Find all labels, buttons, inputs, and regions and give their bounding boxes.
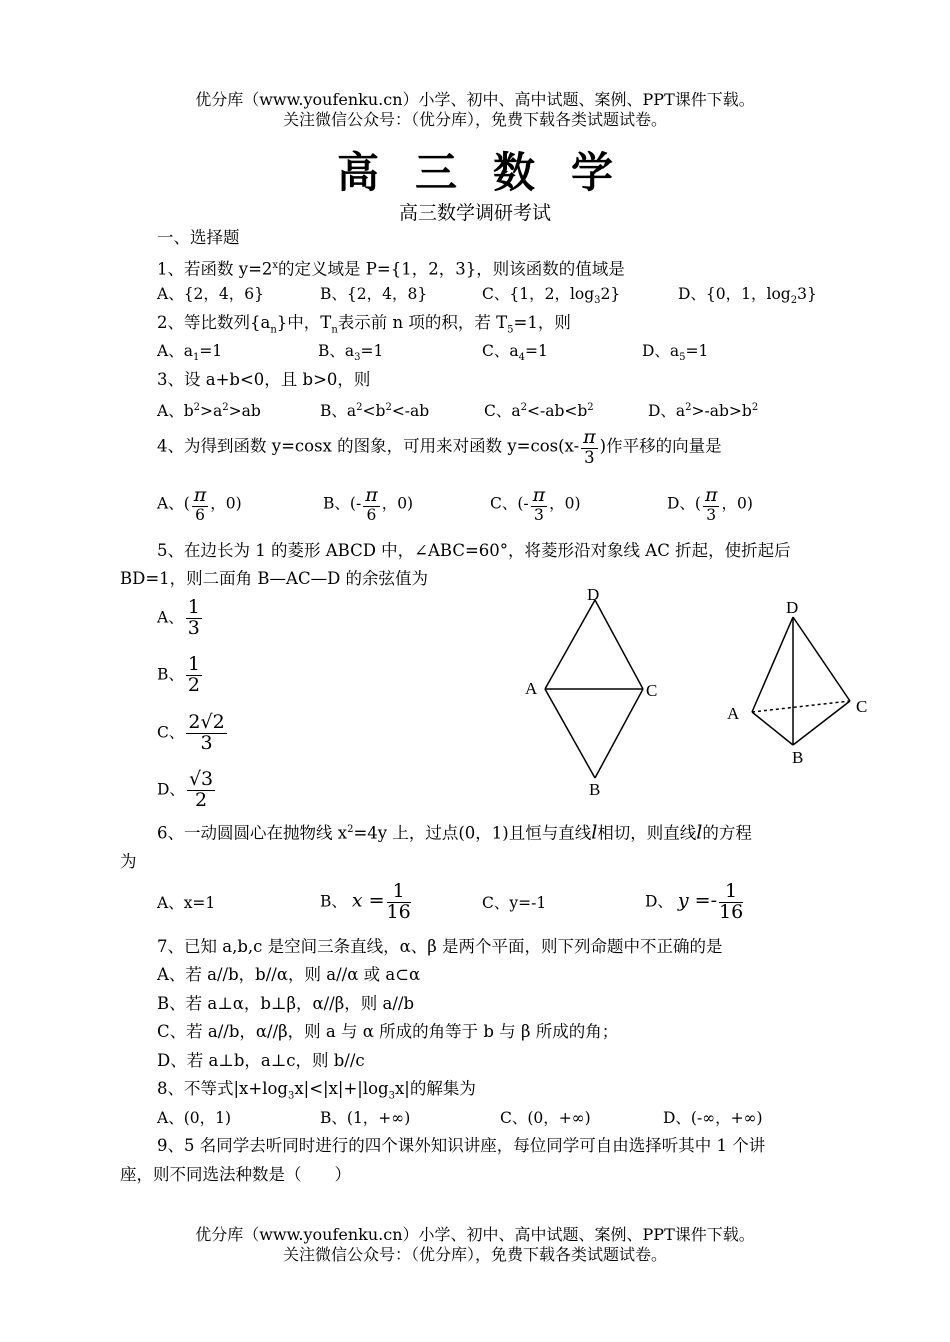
q2-option-d: D、$a_5=1$ (642, 342, 709, 364)
question-1-stem: 1、若函数 $y=2^x$的定义域是 P={1，2，3}，则该函数的值域是 (157, 259, 625, 279)
tetra-edge-ad (752, 617, 793, 712)
tetra-label-d: D (786, 598, 799, 617)
q8-option-d: D、(-∞，+∞) (663, 1109, 763, 1127)
tetra-edge-ab (752, 712, 793, 745)
rhombus-label-b: B (589, 780, 601, 799)
page-title: 高三数学 (336, 148, 649, 197)
q4-option-d: D、( $\frac{\pi}{3}$ ，0) (667, 484, 753, 524)
q1-option-d: D、{0，1，$\log_23$} (678, 285, 817, 307)
q3-option-c: C、$a^2<-ab<b^2$ (484, 402, 594, 421)
section-heading: 一、选择题 (157, 228, 240, 247)
question-2-stem: 2、等比数列$\{a_n\}$中，$T_n$表示前 n 项的积，若 $T_5=1$，则 (157, 313, 571, 336)
q2-option-b: B、$a_3=1$ (318, 342, 384, 364)
q1-option-b: B、{2，4，8} (320, 285, 428, 303)
rhombus-figure (515, 580, 675, 800)
rhombus-edge-ad (545, 600, 595, 689)
question-9-line-1: 9、5 名同学去听同时进行的四个课外知识讲座，每位同学可自由选择听其中 1 个讲 (157, 1136, 766, 1155)
q8-option-b: B、(1，+∞) (320, 1109, 411, 1127)
q1-option-c: C、{1，2，$\log_32$} (482, 285, 621, 307)
tetra-edge-bc (793, 701, 850, 745)
header-line-2: 关注微信公众号：（优分库），免费下载各类试题试卷。 (282, 110, 667, 129)
q6-option-b: B、 x = $\frac{1}{16}$ (320, 880, 411, 923)
question-5-line-1: 5、在边长为 1 的菱形 ABCD 中，∠ABC=60°，将菱形沿对象线 AC 折起，使折起后 (157, 541, 791, 560)
question-5-line-2: BD=1，则二面角 B—AC—D 的余弦值为 (120, 569, 429, 588)
q6-option-d: D、 y =- $\frac{1}{16}$ (645, 880, 744, 923)
q2-option-c: C、$a_4=1$ (482, 342, 548, 364)
q3-option-a: A、$b^2>a^2>ab$ (157, 402, 261, 421)
q8-option-c: C、(0，+∞) (500, 1109, 591, 1127)
q7-option-c: C、若 a//b，α//β，则 a 与 α 所成的角等于 b 与 β 所成的角； (157, 1022, 619, 1041)
q6-option-c: C、y=-1 (482, 894, 547, 912)
header-line-1: 优分库（www.youfenku.cn）小学、初中、高中试题、案例、PPT课件下载。 (195, 90, 755, 109)
q4-option-b: B、(- $\frac{\pi}{6}$ ，0) (323, 484, 414, 524)
question-6-line-1: 6、一动圆圆心在抛物线 $x^2=4y$ 上，过点(0，1)且恒与直线l相切，则直线l的方程 (157, 821, 752, 844)
q6-option-a: A、x=1 (157, 894, 216, 912)
q2-option-a: A、$a_1=1$ (157, 342, 223, 364)
q8-option-a: A、(0，1) (157, 1109, 232, 1127)
tetra-label-c: C (856, 697, 868, 716)
q3-option-d: D、$a^2>-ab>b^2$ (648, 402, 759, 421)
rhombus-label-d: D (587, 585, 600, 604)
tetra-label-b: B (792, 748, 804, 767)
question-8-stem: 8、不等式$|x+\log_3x|<|x|+|\log_3x|$的解集为 (157, 1079, 476, 1102)
q5-option-c: C、 $\frac{2√2}{3}$ (157, 711, 225, 754)
question-3-stem: 3、设 a+b<0，且 b>0，则 (157, 370, 371, 389)
rhombus-label-a: A (525, 679, 538, 698)
rhombus-edge-bc (595, 689, 643, 778)
tetrahedron-figure (720, 595, 880, 770)
q3-option-b: B、$a^2<b^2<-ab$ (320, 402, 430, 421)
q7-option-d: D、若 a⊥b，a⊥c，则 b//c (157, 1051, 365, 1070)
q5-option-b: B、 $\frac{1}{2}$ (157, 653, 200, 696)
q4-option-c: C、(- $\frac{\pi}{3}$ ，0) (490, 484, 581, 524)
q7-option-a: A、若 a//b，b//α，则 a//α 或 a⊂α (157, 965, 421, 984)
q7-option-b: B、若 a⊥α，b⊥β，α//β，则 a//b (157, 994, 415, 1013)
q5-option-a: A、 $\frac{1}{3}$ (157, 596, 200, 639)
rhombus-label-c: C (646, 681, 658, 700)
tetra-edge-dc (793, 617, 850, 701)
q1-option-a: A、{2，4，6} (157, 285, 265, 303)
question-6-line-2: 为 (120, 852, 137, 871)
tetra-label-a: A (727, 704, 740, 723)
q5-option-d: D、 $\frac{√3}{2}$ (157, 768, 214, 811)
question-9-line-2: 座，则不同选法种数是（ ） (120, 1165, 351, 1184)
question-4-stem: 4、为得到函数 y=cosx 的图象，可用来对函数 y=cos(x- $\frac{\pi}{3}$ )作平移的向量是 (157, 426, 722, 467)
question-7-stem: 7、已知 a,b,c 是空间三条直线，α、β 是两个平面，则下列命题中不正确的是 (157, 937, 723, 956)
footer-line-1: 优分库（www.youfenku.cn）小学、初中、高中试题、案例、PPT课件下载。 (195, 1225, 755, 1244)
footer-line-2: 关注微信公众号：（优分库），免费下载各类试题试卷。 (282, 1245, 667, 1264)
subtitle: 高三数学调研考试 (398, 202, 551, 224)
q4-option-a: A、( $\frac{\pi}{6}$ ，0) (157, 484, 242, 524)
tetra-edge-ac-hidden (752, 701, 850, 712)
rhombus-edge-ab (545, 689, 595, 778)
rhombus-edge-dc (595, 600, 643, 689)
